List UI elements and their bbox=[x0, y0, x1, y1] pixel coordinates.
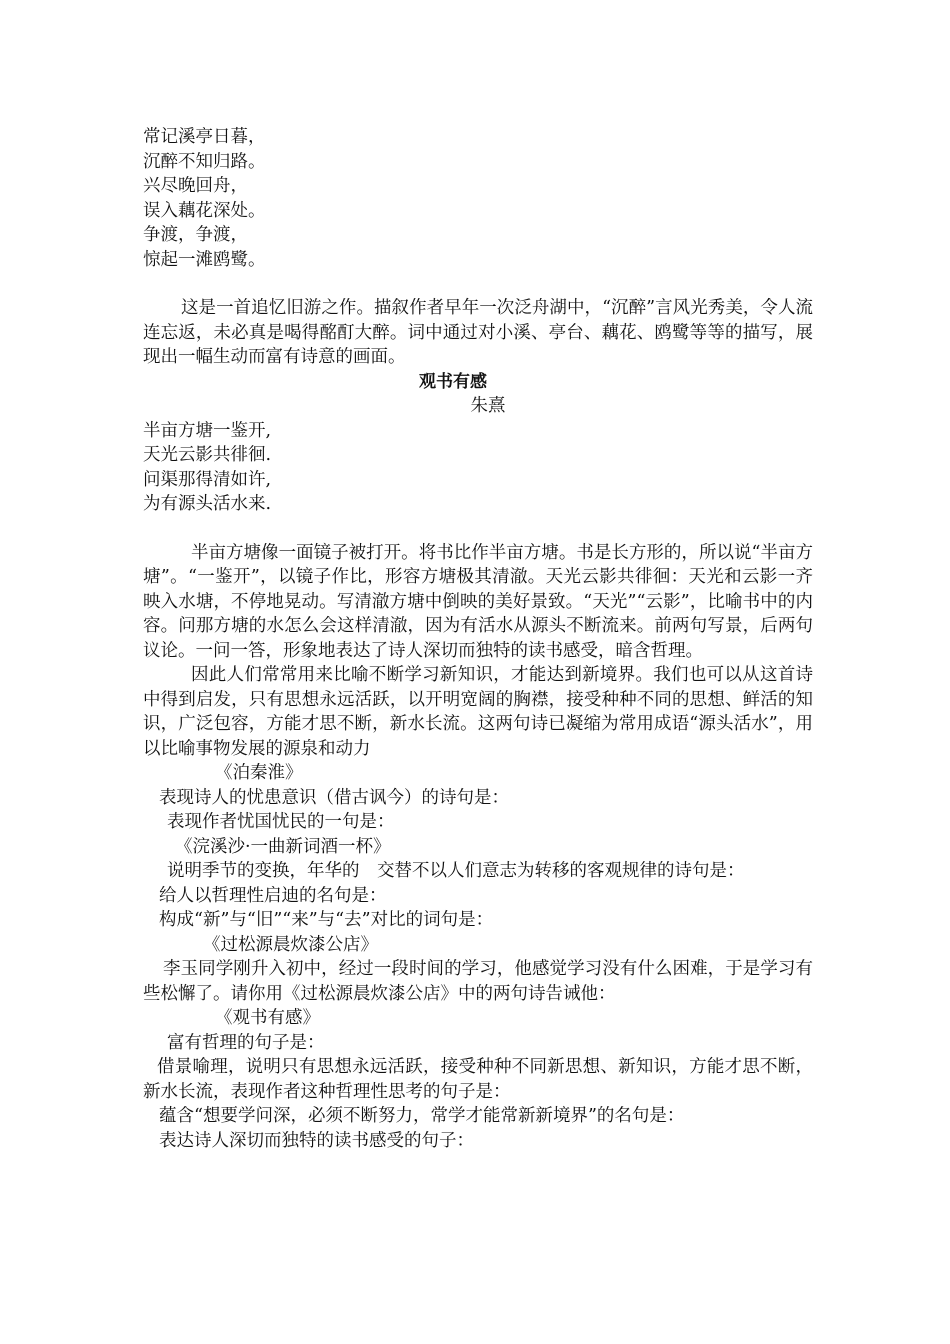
poem-2 bbox=[143, 419, 813, 517]
section-title-boqinhuai: 《泊秦淮》 bbox=[215, 763, 303, 783]
exercises bbox=[143, 761, 813, 1153]
poem-1-line: 误入藕花深处。 bbox=[143, 200, 266, 221]
exercise-question: 富有哲理的句子是： bbox=[167, 1032, 325, 1053]
section-title-guosongyuan: 《过松源晨炊漆公店》 bbox=[203, 934, 378, 955]
section-title-guanshuyougan: 《观书有感》 bbox=[215, 1008, 320, 1028]
document-body bbox=[143, 125, 813, 1153]
exercise-question: 表达诗人深切而独特的读书感受的句子： bbox=[159, 1130, 474, 1151]
poem-1-line: 争渡，争渡， bbox=[143, 225, 248, 245]
poem-1-commentary: 这是一首追忆旧游之作。描叙作者早年一次泛舟湖中，“沉醉”言风光秀美，令人流连忘返，未必真是喝得酩酊大醉。词中通过对小溪、亭台、藕花、鸥鹭等等的描写，展现出一幅生动而富有诗意的画面。 bbox=[143, 298, 813, 367]
poem-2-line: 问渠那得清如许, bbox=[143, 469, 272, 490]
spacer bbox=[143, 272, 813, 296]
poem-2-commentary-1: 半亩方塘像一面镜子被打开。将书比作半亩方塘。书是长方形的，所以说“半亩方塘”。“一鉴开”，以镜子作比，形容方塘极其清澈。天光云影共徘徊：天光和云影一齐映入水塘，不停地晃动。写清澈方塘中倒映的美好景致。“天光”“云影”，比喻书中的内容。问那方塘的水怎么会这样清澈，因为有活水从源头不断流来。前两句写景，后两句议论。一问一答，形象地表达了诗人深切而独特的读书感受，暗含哲理。 bbox=[143, 542, 813, 661]
poem-2-line: 半亩方塘一鉴开, bbox=[143, 420, 272, 441]
poem-1-line: 常记溪亭日暮， bbox=[143, 127, 266, 147]
poem-1-line: 惊起一滩鸥鹭。 bbox=[143, 249, 266, 270]
exercise-question: 借景喻理，说明只有思想永远活跃，接受种种不同新思想、新知识，方能才思不断，新水长流，表现作者这种哲理性思考的句子是： bbox=[143, 1057, 813, 1102]
exercise-question: 李玉同学刚升入初中，经过一段时间的学习，他感觉学习没有什么困难，于是学习有些松懈了。请你用《过松源晨炊漆公店》中的两句诗告诫他： bbox=[143, 959, 813, 1004]
poem-2-title: 观书有感 bbox=[419, 371, 487, 392]
poem-2-commentary-2: 因此人们常常用来比喻不断学习新知识，才能达到新境界。我们也可以从这首诗中得到启发，只有思想永远活跃，以开明宽阔的胸襟，接受种种不同的思想、鲜活的知识，广泛包容，方能才思不断，新水长流。这两句诗已凝缩为常用成语“源头活水”，用以比喻事物发展的源泉和动力 bbox=[143, 665, 813, 759]
section-title-huanxisha: 《浣溪沙·一曲新词酒一杯》 bbox=[175, 836, 391, 857]
exercise-question: 说明季节的变换，年华的 交替不以人们意志为转移的客观规律的诗句是： bbox=[167, 861, 745, 881]
spacer bbox=[143, 517, 813, 541]
exercise-question: 表现作者忧国忧民的一句是： bbox=[167, 812, 395, 832]
exercise-question: 给人以哲理性启迪的名句是： bbox=[159, 885, 387, 906]
poem-2-line: 天光云影共徘徊. bbox=[143, 445, 272, 465]
exercise-question: 蕴含“想要学问深，必须不断努力，常学才能常新新境界”的名句是： bbox=[159, 1106, 685, 1126]
exercise-question: 构成“新”与“旧”“来”与“去”对比的词句是： bbox=[159, 910, 494, 930]
poem-2-author: 朱熹 bbox=[470, 396, 506, 416]
poem-2-line: 为有源头活水来. bbox=[143, 494, 272, 514]
poem-1-line: 兴尽晚回舟， bbox=[143, 176, 248, 196]
exercise-question: 表现诗人的忧患意识（借古讽今）的诗句是： bbox=[159, 787, 509, 808]
poem-1 bbox=[143, 125, 813, 272]
poem-1-line: 沉醉不知归路。 bbox=[143, 151, 266, 172]
